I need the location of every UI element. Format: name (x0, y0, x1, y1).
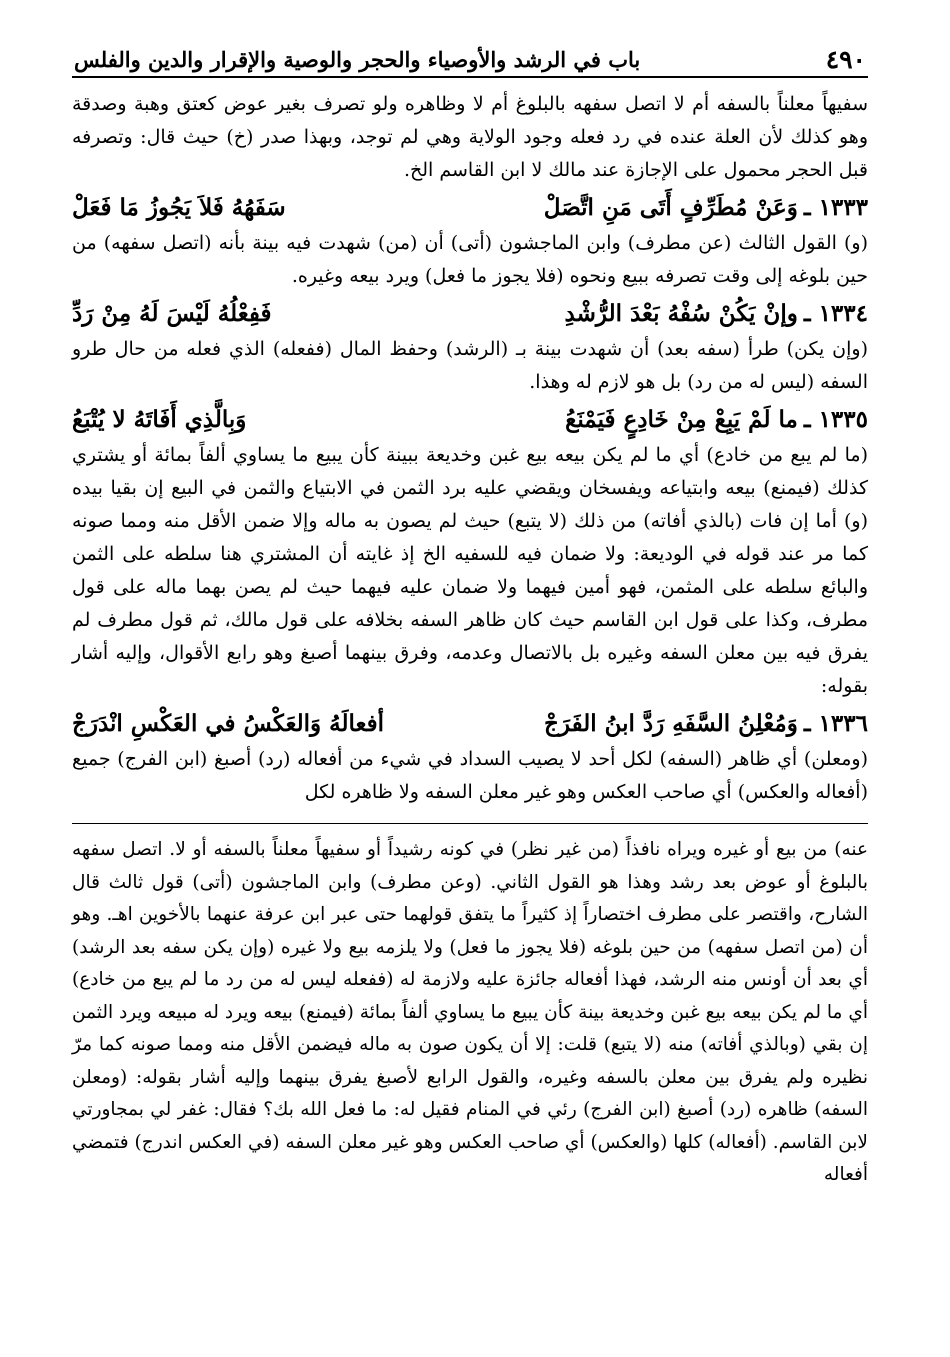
footnote-divider (72, 823, 868, 824)
verse-second-hemistich: سَفَهُهُ فَلاَ يَجُوزُ مَا فَعَلْ (71, 194, 286, 221)
verse-1333 (72, 189, 868, 227)
commentary-paragraph: سفيهاً معلناً بالسفه أم لا اتصل سفهه بالبلوغ أم لا وظاهره ولو تصرف بغير عوض كعتق وهبة وصدقة وهو كذلك لأن العلة عنده في رد فعله وجود الولاية وهي لم توجد، وبهذا صدر (خ) حيث قال: وتصرفه قبل الحجر محمول على الإجازة عند مالك لا ابن القاسم الخ. (72, 93, 868, 181)
verse-1336 (72, 705, 868, 743)
footnote-section (72, 834, 868, 1192)
verse-first-hemistich: وَعَنْ مُطَرِّفٍ أَتَى مَنِ اتَّصَلْ (543, 194, 798, 221)
commentary-paragraph: (وإن يكن) طرأ (سفه بعد) أن شهدت بينة بـ (الرشد) وحفظ المال (ففعله) الذي فعله من حال طرو السفه (ليس له من رد) بل هو لازم له وهذا. (72, 338, 868, 393)
verse-number: ١٣٣٤ ـ (803, 300, 868, 327)
commentary-paragraph: (ما لم يبع من خادع) أي ما لم يكن بيعه بيع غبن وخديعة ببينة كأن يبيع ما يساوي ألفاً بمائة أو يشتري كذلك (فيمنع) بيعه وابتياعه ويفسخان ويقضي عليه برد الثمن في الابتياع والثمن في البيع إن بقيا بيده (و) أما إن فات (بالذي أفاته) من ذلك (لا يتبع) حيث لم يصون به ماله وإلا ضمن الأقل منه ومما صونه كما مر عند قوله في الوديعة: ولا ضمان فيه للسفيه الخ إذ غايته أن المشتري هنا سلطه على الثمن والبائع سلطه على المثمن، فهو أمين فيهما ولا ضمان عليه فيهما حيث لم يصن بهما ماله على قول مطرف، وكذا على قول ابن القاسم حيث كان ظاهر السفه بخلافه على قول مالك، ثم قول مطرف لم يفرق فيه بين معلن السفه وغيره بل بالاتصال وعدمه، وفرق بينهما أصبغ وهو رابع الأقوال، وإليه أشار بقوله: (72, 444, 868, 697)
verse-number: ١٣٣٥ ـ (803, 406, 868, 433)
verse-first-hemistich: وَمُعْلِنُ السَّفَهِ رَدَّ ابنُ الفَرَجْ (544, 710, 798, 737)
verse-second-hemistich: وَبِالَّذِي أَفَاتَهُ لا يُتْبَعُ (71, 406, 247, 433)
verse-number: ١٣٣٣ ـ (803, 194, 868, 221)
verse-second-hemistich: أفعالَهُ وَالعَكْسُ في العَكْسِ انْدَرَجْ (71, 710, 384, 737)
main-text (72, 88, 868, 1192)
page-header (72, 30, 868, 78)
verse-first-hemistich: ما لَمْ يَبِعْ مِنْ خَادِعٍ فَيَمْنَعُ (565, 406, 798, 433)
commentary-paragraph: (و) القول الثالث (عن مطرف) وابن الماجشون (أتى) أن (من) شهدت فيه بينة بأنه (اتصل سفهه) من حين بلوغه إلى وقت تصرفه ببيع ونحوه (فلا يجوز ما فعل) ويرد بيعه وغيره. (72, 232, 868, 287)
commentary-paragraph: (ومعلن) أي ظاهر (السفه) لكل أحد لا يصيب السداد في شيء من أفعاله (رد) أصبغ (ابن الفرج) جميع (أفعاله والعكس) أي صاحب العكس وهو غير معلن السفه ولا ظاهره لكل (72, 748, 868, 803)
verse-1335 (72, 401, 868, 439)
footnote-text: عنه) من بيع أو غيره ويراه نافذاً (من غير نظر) في كونه رشيداً أو سفيهاً معلناً بالسفه أو لا. اتصل سفهه بالبلوغ أو عوض بعد رشد وهذا هو القول الثاني. (وعن مطرف) وابن الماجشون (أتى) قول ثالث قال الشارح، واقتصر على مطرف اختصاراً إذ كثيراً ما يتفق قولهما حتى عبر ابن عرفة عنهما بالأخوين اهـ. وهو أن (من اتصل سفهه) من حين بلوغه (فلا يجوز ما فعل) ولا يلزمه بيع ولا غيره (وإن يكن سفه بعد الرشد) أي بعد أن أونس منه الرشد، فهذا أفعاله جائزة عليه ولازمة له (ففعله ليس له من رد ما لم يبع من خادع) أي ما لم يكن بيعه بيع غبن وخديعة بينة كأن يبيع ما يساوي ألفاً بمائة (فيمنع) بيعه ويرد له مبيعه ويرد الثمن إن بقي (وبالذي أفاته) منه (لا يتبع) قلت: إلا أن يكون صون به ماله فيضمن الأقل منه ومما صونه كما مرّ نظيره ولم يفرق بين معلن بالسفه وغيره، والقول الرابع لأصبغ يفرق بينهما وإليه أشار بقوله: (ومعلن السفه) ظاهره (رد) أصبغ (ابن الفرج) رئي في المنام فقيل له: ما فعل الله بك؟ فقال: غفر لي بمجاورتي لابن القاسم. (أفعاله) كلها (والعكس) أي صاحب العكس وهو غير معلن السفه (في العكس اندرج) فتمضي أفعاله (72, 839, 868, 1185)
verse-second-hemistich: فَفِعْلُهُ لَيْسَ لَهُ مِنْ رَدِّ (71, 300, 272, 327)
verse-first-hemistich: وإنْ يَكُنْ سُفْهُ بَعْدَ الرُّشْدِ (564, 300, 798, 327)
verse-1334 (72, 295, 868, 333)
page-number: ٤٩٠ (825, 45, 866, 74)
verse-number: ١٣٣٦ ـ (803, 710, 868, 737)
running-head: باب في الرشد والأوصياء والحجر والوصية والإقرار والدين والفلس (74, 46, 641, 72)
